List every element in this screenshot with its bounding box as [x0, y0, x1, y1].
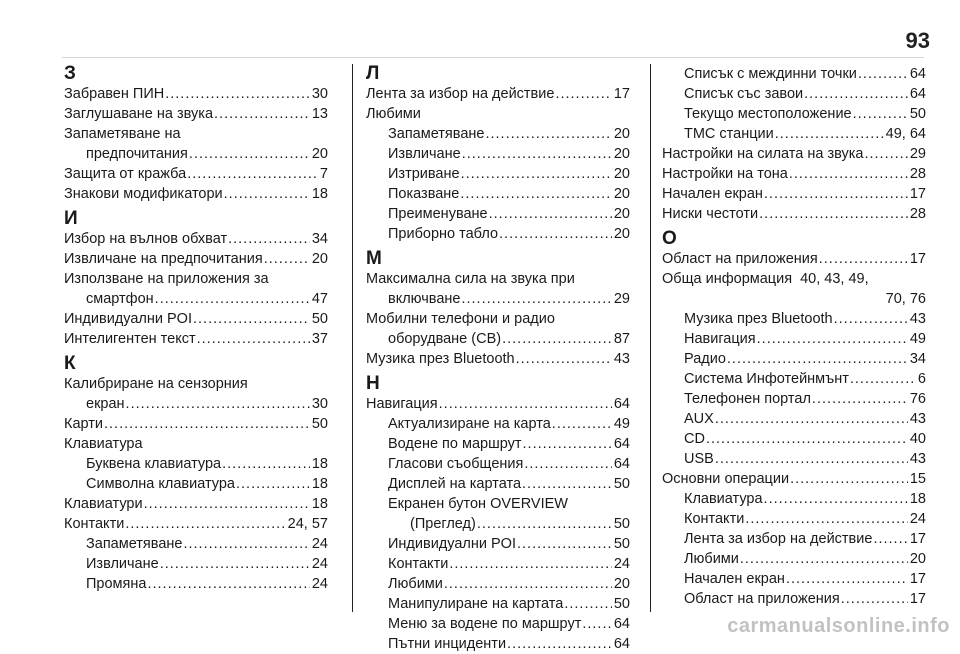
entry-term: Преименуване [388, 206, 488, 222]
entry-term: Основни операции [662, 471, 790, 487]
dot-leader [104, 414, 310, 434]
entry-pages: 64 [909, 66, 926, 82]
entry-pages: 29 [909, 146, 926, 162]
entry-pages: 64 [613, 616, 630, 632]
entry-pages: 20 [613, 206, 630, 222]
entry-pages: 20 [311, 146, 328, 162]
index-entry [366, 309, 630, 349]
index-subentry [662, 449, 926, 469]
entry-pages: 43 [909, 411, 926, 427]
entry-pages: 17 [909, 591, 926, 607]
dot-leader [125, 514, 285, 534]
entry-term: Област на приложения [662, 251, 818, 267]
index-letter-heading: З [64, 63, 76, 84]
index-subentry [64, 574, 328, 594]
index-subentry [662, 124, 926, 144]
entry-term: Контакти [388, 556, 449, 572]
index-subentry [366, 204, 630, 224]
entry-pages: 43 [613, 351, 630, 367]
entry-term: Промяна [86, 576, 147, 592]
entry-term: Пътни инциденти [388, 636, 507, 652]
dot-leader [165, 84, 310, 104]
entry-pages: 64 [613, 396, 630, 412]
entry-term: Максимална сила на звука при [366, 271, 575, 287]
index-entry [64, 494, 328, 514]
entry-term: Меню за водене по маршрут [388, 616, 582, 632]
entry-term: Лента за избор на действие [684, 531, 873, 547]
index-column-3 [662, 64, 926, 609]
entry-pages: 20 [613, 126, 630, 142]
entry-pages: 50 [613, 516, 630, 532]
index-entry [64, 229, 328, 249]
entry-term: Начален екран [684, 571, 785, 587]
index-subentry [366, 414, 630, 434]
column-divider [650, 64, 651, 612]
index-entry [64, 249, 328, 269]
index-letter-heading: О [662, 228, 677, 249]
index-subentry [662, 64, 926, 84]
index-entry [64, 414, 328, 434]
entry-term: Област на приложения [684, 591, 840, 607]
index-entry [662, 269, 926, 309]
dot-leader [715, 409, 908, 429]
index-letter-heading: Н [366, 373, 380, 394]
entry-pages: 17 [909, 571, 926, 587]
index-subentry [366, 614, 630, 634]
index-entry [366, 349, 630, 369]
entry-pages: 37 [311, 331, 328, 347]
entry-pages: 18 [311, 496, 328, 512]
index-subentry [662, 489, 926, 509]
dot-leader [461, 289, 611, 309]
entry-pages: 70, 76 [885, 291, 926, 307]
dot-leader [517, 534, 612, 554]
index-subentry [366, 184, 630, 204]
index-entry: Клавиатура [64, 436, 143, 452]
entry-pages: 20 [613, 166, 630, 182]
dot-leader [189, 144, 310, 164]
dot-leader [853, 104, 908, 124]
dot-leader [764, 184, 908, 204]
entry-pages: 40 [909, 431, 926, 447]
entry-term: Радио [684, 351, 726, 367]
entry-term: Запаметяване [388, 126, 485, 142]
index-entry [366, 269, 630, 309]
entry-term: Заглушаване на звука [64, 106, 214, 122]
entry-term: Показване [388, 186, 460, 202]
index-letter-heading: М [366, 248, 382, 269]
index-column-2 [366, 64, 630, 654]
entry-term: Контакти [64, 516, 125, 532]
entry-term: Телефонен портал [684, 391, 811, 407]
entry-pages: 20 [613, 576, 630, 592]
index-entry [366, 84, 630, 104]
dot-leader [214, 104, 310, 124]
index-entry [662, 204, 926, 224]
entry-pages: 43 [909, 311, 926, 327]
entry-term: Запаметяване [86, 536, 183, 552]
dot-leader [841, 589, 908, 609]
index-letter-heading: Л [366, 63, 380, 84]
entry-term: Запаметяване на [64, 126, 181, 142]
entry-term: Музика през Bluetooth [684, 311, 833, 327]
entry-term: Списък със завои [684, 86, 804, 102]
dot-leader [507, 634, 612, 654]
entry-term: Актуализиране на карта [388, 416, 551, 432]
entry-pages: 6 [917, 371, 926, 387]
entry-pages: 17 [909, 186, 926, 202]
index-subentry [662, 509, 926, 529]
dot-leader [759, 204, 908, 224]
column-divider [352, 64, 353, 612]
dot-leader [516, 349, 612, 369]
entry-pages: 17 [909, 251, 926, 267]
entry-term: Настройки на тона [662, 166, 788, 182]
entry-term: Манипулиране на картата [388, 596, 564, 612]
index-subentry [366, 494, 630, 534]
index-subentry [366, 474, 630, 494]
entry-pages: 50 [613, 536, 630, 552]
entry-pages: 24 [311, 576, 328, 592]
entry-pages: 76 [909, 391, 926, 407]
entry-pages: 34 [311, 231, 328, 247]
dot-leader [834, 309, 908, 329]
entry-term: Клавиатура [684, 491, 763, 507]
index-entry [366, 394, 630, 414]
entry-term: Екранен бутон OVERVIEW [388, 496, 568, 512]
dot-leader [786, 569, 908, 589]
dot-leader [160, 554, 310, 574]
entry-pages: 50 [311, 416, 328, 432]
entry-pages: 50 [613, 476, 630, 492]
dot-leader [228, 229, 310, 249]
dot-leader [706, 429, 908, 449]
dot-leader [126, 394, 310, 414]
index-subentry [662, 569, 926, 589]
index-subentry [64, 554, 328, 574]
dot-leader [850, 369, 916, 389]
entry-term: Буквена клавиатура [86, 456, 222, 472]
entry-term: Система Инфотейнмънт [684, 371, 849, 387]
entry-pages: 20 [613, 146, 630, 162]
dot-leader [819, 249, 908, 269]
entry-term: Калибриране на сензорния [64, 376, 248, 392]
index-entry [64, 374, 328, 414]
entry-term: Настройки на силата на звука [662, 146, 864, 162]
dot-leader [858, 64, 908, 84]
entry-pages: 50 [909, 106, 926, 122]
index-subentry [662, 349, 926, 369]
entry-term: предпочитания [86, 146, 188, 162]
entry-term: Клавиатури [64, 496, 143, 512]
entry-term: Навигация [684, 331, 756, 347]
entry-term: Дисплей на картата [388, 476, 522, 492]
index-subentry [662, 389, 926, 409]
dot-leader [789, 164, 908, 184]
index-subentry [366, 144, 630, 164]
entry-pages: 24 [613, 556, 630, 572]
entry-pages: 50 [311, 311, 328, 327]
entry-pages: 24 [311, 556, 328, 572]
dot-leader [564, 594, 612, 614]
entry-pages: 43 [909, 451, 926, 467]
entry-term: Начален екран [662, 186, 763, 202]
index-entry [64, 84, 328, 104]
dot-leader [461, 164, 612, 184]
index-entry [64, 309, 328, 329]
entry-term: Списък с междинни точки [684, 66, 857, 82]
index-subentry [366, 594, 630, 614]
entry-pages: 24 [311, 536, 328, 552]
entry-pages: 18 [311, 186, 328, 202]
entry-pages: 64 [613, 636, 630, 652]
index-subentry [64, 454, 328, 474]
index-subentry [662, 104, 926, 124]
entry-pages: 18 [311, 456, 328, 472]
dot-leader [439, 394, 612, 414]
index-subentry [662, 409, 926, 429]
dot-leader [462, 144, 612, 164]
entry-term: Знакови модификатори [64, 186, 223, 202]
dot-leader [523, 434, 612, 454]
index-entry [64, 164, 328, 184]
index-subentry [64, 534, 328, 554]
dot-leader [224, 184, 310, 204]
entry-term: Използване на приложения за [64, 271, 269, 287]
entry-term: екран [86, 396, 125, 412]
entry-pages: 20 [613, 226, 630, 242]
entry-pages: 50 [613, 596, 630, 612]
entry-term: Обща информация 40, 43, 49, [662, 271, 869, 287]
dot-leader [790, 469, 908, 489]
entry-term: Приборно табло [388, 226, 499, 242]
dot-leader [187, 164, 318, 184]
index-entry [64, 329, 328, 349]
dot-leader [485, 124, 611, 144]
entry-term: (Преглед) [410, 516, 476, 532]
entry-term: Избор на вълнов обхват [64, 231, 228, 247]
dot-leader [264, 249, 310, 269]
dot-leader [236, 474, 310, 494]
entry-term: Интелигентен текст [64, 331, 196, 347]
entry-term: Извличане [388, 146, 461, 162]
page-number: 93 [905, 28, 930, 53]
dot-leader [715, 449, 908, 469]
index-entry [64, 514, 328, 534]
index-subentry [662, 309, 926, 329]
dot-leader [524, 454, 612, 474]
index-subentry [662, 369, 926, 389]
index-entry [64, 124, 328, 164]
entry-pages: 24, 57 [287, 516, 328, 532]
dot-leader [727, 349, 908, 369]
entry-pages: 30 [311, 86, 328, 102]
entry-pages: 13 [311, 106, 328, 122]
index-column-1 [64, 64, 328, 594]
entry-pages: 49, 64 [885, 126, 926, 142]
dot-leader [812, 389, 908, 409]
entry-term: Забравен ПИН [64, 86, 165, 102]
entry-term: Любими [388, 576, 443, 592]
entry-pages: 28 [909, 206, 926, 222]
dot-leader [582, 614, 612, 634]
index-entry [64, 104, 328, 124]
dot-leader [764, 489, 908, 509]
index-subentry [662, 589, 926, 609]
index-letter-heading: И [64, 208, 78, 229]
entry-term: Символна клавиатура [86, 476, 235, 492]
dot-leader [745, 509, 908, 529]
entry-pages: 34 [909, 351, 926, 367]
index-subentry [366, 574, 630, 594]
index-subentry [662, 549, 926, 569]
entry-pages: 20 [311, 251, 328, 267]
entry-pages: 24 [909, 511, 926, 527]
entry-term: включване [388, 291, 461, 307]
entry-pages: 20 [909, 551, 926, 567]
dot-leader [222, 454, 310, 474]
entry-term: Музика през Bluetooth [366, 351, 515, 367]
index-entry [662, 164, 926, 184]
dot-leader [873, 529, 907, 549]
index-subentry [366, 164, 630, 184]
entry-term: Контакти [684, 511, 745, 527]
index-subentry [366, 634, 630, 654]
entry-term: Индивидуални POI [388, 536, 516, 552]
index-entry [64, 269, 328, 309]
entry-term: Гласови съобщения [388, 456, 524, 472]
index-letter-heading: К [64, 353, 76, 374]
entry-term: Лента за избор на действие [366, 86, 555, 102]
entry-term: Индивидуални POI [64, 311, 192, 327]
entry-pages: 64 [613, 436, 630, 452]
entry-term: Изтриване [388, 166, 460, 182]
dot-leader [193, 309, 310, 329]
dot-leader [740, 549, 908, 569]
entry-pages: 64 [909, 86, 926, 102]
index-subentry [366, 224, 630, 244]
index-entry [662, 469, 926, 489]
dot-leader [155, 289, 310, 309]
dot-leader [460, 184, 611, 204]
entry-pages: 17 [613, 86, 630, 102]
dot-leader [522, 474, 612, 494]
watermark: carmanualsonline.info [727, 615, 950, 637]
header-rule [62, 57, 924, 58]
dot-leader [502, 329, 612, 349]
dot-leader [444, 574, 612, 594]
entry-pages: 64 [613, 456, 630, 472]
dot-leader [489, 204, 612, 224]
dot-leader [864, 144, 907, 164]
entry-term: AUX [684, 411, 714, 427]
entry-term: ТМС станции [684, 126, 774, 142]
dot-leader [183, 534, 309, 554]
entry-pages: 28 [909, 166, 926, 182]
entry-pages: 49 [613, 416, 630, 432]
index-entry: Любими [366, 106, 421, 122]
entry-term: Защита от кражба [64, 166, 187, 182]
entry-term: Мобилни телефони и радио [366, 311, 555, 327]
entry-term: оборудване (СВ) [388, 331, 502, 347]
entry-pages: 17 [909, 531, 926, 547]
entry-term: Навигация [366, 396, 438, 412]
dot-leader [477, 514, 612, 534]
index-subentry [662, 329, 926, 349]
index-subentry [366, 434, 630, 454]
index-subentry [662, 84, 926, 104]
index-subentry [64, 474, 328, 494]
entry-pages: 87 [613, 331, 630, 347]
index-subentry [366, 534, 630, 554]
entry-term: CD [684, 431, 705, 447]
dot-leader [197, 329, 310, 349]
entry-term: USB [684, 451, 714, 467]
dot-leader [449, 554, 612, 574]
index-entry [662, 184, 926, 204]
entry-term: Извличане [86, 556, 159, 572]
entry-pages: 15 [909, 471, 926, 487]
index-subentry [662, 429, 926, 449]
entry-pages: 30 [311, 396, 328, 412]
index-entry [64, 184, 328, 204]
entry-term: Ниски честоти [662, 206, 759, 222]
entry-pages: 47 [311, 291, 328, 307]
entry-term: Текущо местоположение [684, 106, 852, 122]
index-entry [662, 249, 926, 269]
entry-pages: 18 [909, 491, 926, 507]
dot-leader [552, 414, 612, 434]
entry-pages: 18 [311, 476, 328, 492]
entry-term: Водене по маршрут [388, 436, 522, 452]
entry-term: Любими [684, 551, 739, 567]
entry-pages: 49 [909, 331, 926, 347]
entry-pages: 7 [319, 166, 328, 182]
dot-leader [499, 224, 612, 244]
index-subentry [662, 529, 926, 549]
entry-pages: 20 [613, 186, 630, 202]
entry-term: Карти [64, 416, 103, 432]
entry-term: Извличане на предпочитания [64, 251, 263, 267]
index-subentry [366, 554, 630, 574]
index-subentry [366, 454, 630, 474]
index-entry [662, 144, 926, 164]
dot-leader [804, 84, 908, 104]
dot-leader [147, 574, 309, 594]
dot-leader [144, 494, 310, 514]
entry-term: смартфон [86, 291, 154, 307]
index-subentry [366, 124, 630, 144]
dot-leader [757, 329, 908, 349]
dot-leader [775, 124, 884, 144]
entry-pages: 29 [613, 291, 630, 307]
dot-leader [555, 84, 611, 104]
